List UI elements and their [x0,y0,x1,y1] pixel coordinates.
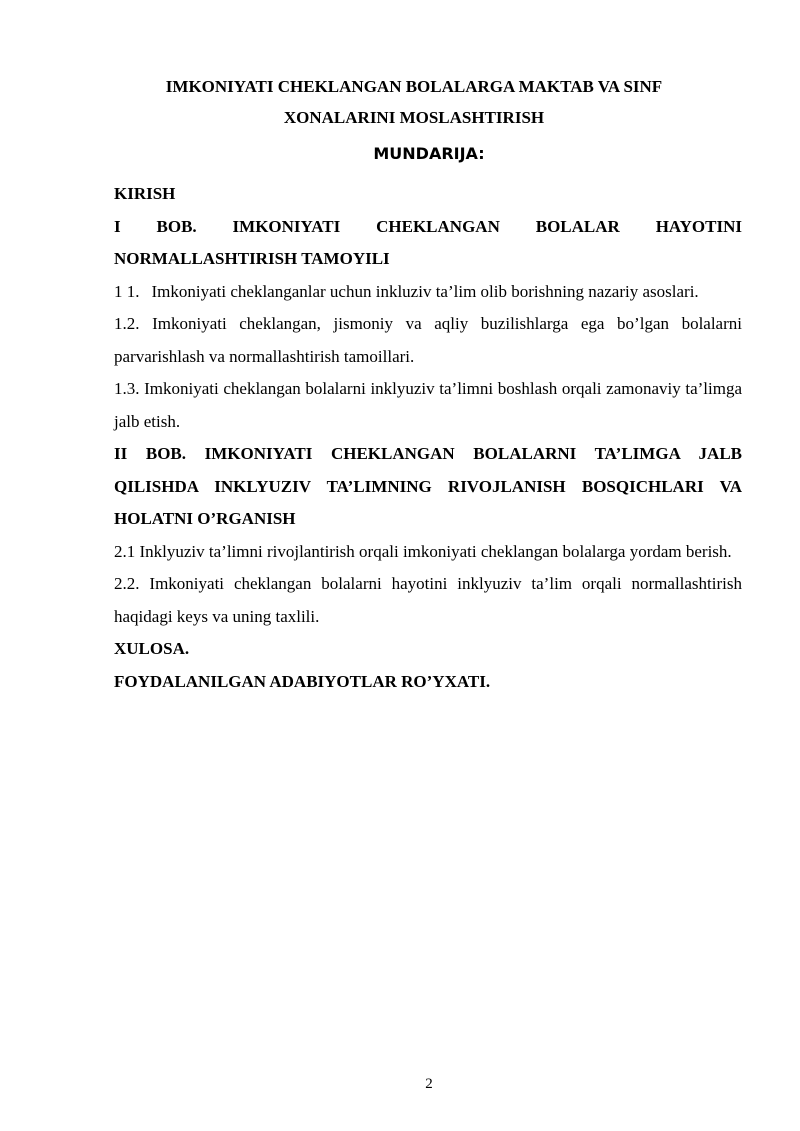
toc-entry-chapter-1: I BOB. IMKONIYATI CHEKLANGAN BOLALAR HAYOTINI NORMALLASHTIRISH TAMOYILI [114,216,742,268]
document-title-line-1: IMKONIYATI CHEKLANGAN BOLALARGA MAKTAB VA SINF [165,77,663,96]
toc-entry-section-2-1: 2.1 Inklyuziv ta’limni rivojlantirish orqali imkoniyati cheklangan bolalarga yordam berish. [114,541,732,561]
toc-entry-section-1-3: 1.3. Imkoniyati cheklangan bolalarni inklyuziv ta’limni boshlash orqali zamonaviy ta’limga jalb etish. [114,379,742,431]
toc-entry-conclusion: XULOSA. [114,639,190,658]
contents-heading: MUNDARIJA: [373,144,485,163]
toc-entry-introduction: KIRISH [114,184,176,203]
page-number: 2 [425,1076,433,1092]
toc-entry-section-2-2: 2.2. Imkoniyati cheklangan bolalarni hayotini inklyuziv ta’lim orqali normallashtirish haqidagi keys va uning taxlili. [114,574,742,626]
toc-entry-references: FOYDALANILGAN ADABIYOTLAR RO’YXATI. [114,671,491,691]
document-title-line-2: XONALARINI MOSLASHTIRISH [283,108,545,127]
section-text: Imkoniyati cheklanganlar uchun inkluziv ta’lim olib borishning nazariy asoslari. [151,281,699,301]
toc-entry-section-1-2: 1.2. Imkoniyati cheklangan, jismoniy va aqliy buzilishlarga ega bo’lgan bolalarni parvarishlash va normallashtirish tamoillari. [114,314,742,366]
section-number: 1 1. [114,281,140,301]
toc-entry-chapter-2: II BOB. IMKONIYATI CHEKLANGAN BOLALARNI TA’LIMGA JALB QILISHDA INKLYUZIV TA’LIMNING RIVOJLANISH BOSQICHLARI VA HOLATNI O’RGANISH [114,444,742,528]
table-of-contents [114,178,742,698]
toc-entry-section-1-1 [114,276,742,309]
